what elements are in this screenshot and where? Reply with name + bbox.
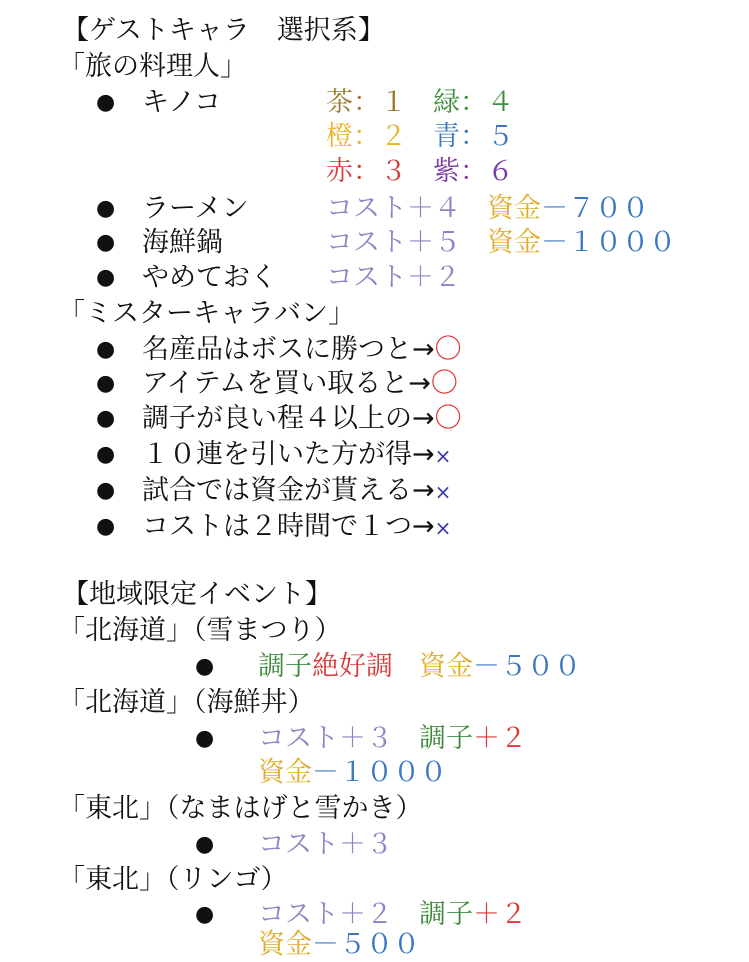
ringo-cost: コスト＋２ [258, 899, 393, 930]
kinoko-green: 緑：４ [433, 87, 514, 118]
kaisendon-effects [258, 722, 527, 756]
namahage-effects [258, 828, 393, 862]
cross-mark-icon: × [434, 516, 452, 540]
kaisen-nabe-fund-value: －１０００ [541, 227, 676, 258]
caravan-item [142, 367, 458, 401]
circle-mark-icon: 〇 [434, 403, 462, 434]
kinoko-blue: 青：５ [433, 121, 514, 152]
kaisendon-title: 「北海道」（海鮮丼） [58, 687, 315, 718]
namahage-title: 「東北」（なまはげと雪かき） [58, 793, 423, 824]
travel-cook-title: 「旅の料理人」 [58, 51, 247, 82]
circle-mark-icon: 〇 [430, 368, 458, 399]
ringo-effects [258, 898, 527, 932]
ramen-fund-label: 資金 [487, 193, 541, 224]
kinoko-row-2 [326, 120, 514, 154]
ramen-fund-value: －７００ [541, 193, 649, 224]
kaisendon-choushi-value: ＋２ [473, 723, 527, 754]
bullet-icon: ● [96, 514, 116, 539]
kaisendon-fund [258, 756, 447, 790]
kinoko-orange: 橙：２ [326, 121, 407, 152]
kaisen-nabe-effects [326, 226, 676, 260]
bullet-icon: ● [96, 90, 116, 115]
guest-section-header: 【ゲストキャラ 選択系】 [62, 15, 385, 46]
caravan-item-text: １０連を引いた方が得→ [142, 439, 435, 470]
caravan-item [142, 402, 462, 436]
yameteoku-effects [326, 261, 461, 295]
caravan-item-text: 名産品はボスに勝つと→ [142, 334, 435, 365]
caravan-item [142, 474, 451, 509]
bullet-icon: ● [96, 406, 116, 431]
namahage-cost: コスト＋３ [258, 829, 393, 860]
caravan-item-text: 試合では資金が貰える→ [142, 475, 435, 506]
ringo-choushi: 調子 [419, 899, 473, 930]
kinoko-label: キノコ [142, 87, 222, 118]
ramen-cost: コスト＋４ [326, 193, 461, 224]
ramen-effects [326, 192, 649, 226]
kaisendon-fund-label: 資金 [258, 757, 312, 788]
cross-mark-icon: × [434, 444, 452, 468]
bullet-icon: ● [96, 337, 116, 362]
kaisendon-choushi: 調子 [419, 723, 473, 754]
mister-caravan-title: 「ミスターキャラバン」 [58, 298, 355, 329]
kinoko-row-3 [326, 155, 514, 189]
kinoko-purple: 紫：６ [433, 156, 514, 187]
snow-festival-choushi: 調子 [258, 651, 312, 682]
snow-festival-fund-label: 資金 [419, 651, 473, 682]
kaisendon-fund-value: －１０００ [312, 757, 447, 788]
bullet-icon: ● [96, 371, 116, 396]
bullet-icon: ● [96, 230, 116, 255]
ringo-fund-value: －５００ [312, 929, 420, 960]
kinoko-row-1 [326, 86, 514, 120]
kaisen-nabe-fund-label: 資金 [487, 227, 541, 258]
ringo-choushi-value: ＋２ [473, 899, 527, 930]
bullet-icon: ● [195, 654, 215, 679]
bullet-icon: ● [96, 442, 116, 467]
snow-festival-zekkouchou: 絶好調 [312, 651, 393, 682]
kaisen-nabe-cost: コスト＋５ [326, 227, 461, 258]
cross-mark-icon: × [434, 480, 452, 504]
ringo-fund [258, 928, 420, 962]
caravan-item [142, 333, 462, 367]
ringo-fund-label: 資金 [258, 929, 312, 960]
yameteoku-label: やめておく [142, 262, 277, 293]
ramen-label: ラーメン [142, 193, 249, 224]
kinoko-red: 赤：３ [326, 156, 407, 187]
bullet-icon: ● [96, 196, 116, 221]
caravan-item-text: アイテムを買い取ると→ [142, 368, 431, 399]
bullet-icon: ● [195, 726, 215, 751]
circle-mark-icon: 〇 [434, 334, 462, 365]
caravan-item [142, 438, 451, 473]
bullet-icon: ● [96, 265, 116, 290]
regional-section-header: 【地域限定イベント】 [62, 579, 332, 610]
caravan-item [142, 510, 451, 545]
kinoko-brown: 茶：１ [326, 87, 407, 118]
kaisendon-cost: コスト＋３ [258, 723, 393, 754]
kaisen-nabe-label: 海鮮鍋 [142, 227, 223, 258]
snow-festival-title: 「北海道」（雪まつり） [58, 615, 342, 646]
bullet-icon: ● [195, 832, 215, 857]
caravan-item-text: 調子が良い程４以上の→ [142, 403, 435, 434]
snow-festival-fund-value: －５００ [473, 651, 581, 682]
yameteoku-cost: コスト＋２ [326, 262, 461, 293]
ringo-title: 「東北」（リンゴ） [58, 864, 288, 895]
caravan-item-text: コストは２時間で１つ→ [142, 511, 435, 542]
bullet-icon: ● [195, 902, 215, 927]
snow-festival-effects [258, 650, 581, 684]
bullet-icon: ● [96, 478, 116, 503]
